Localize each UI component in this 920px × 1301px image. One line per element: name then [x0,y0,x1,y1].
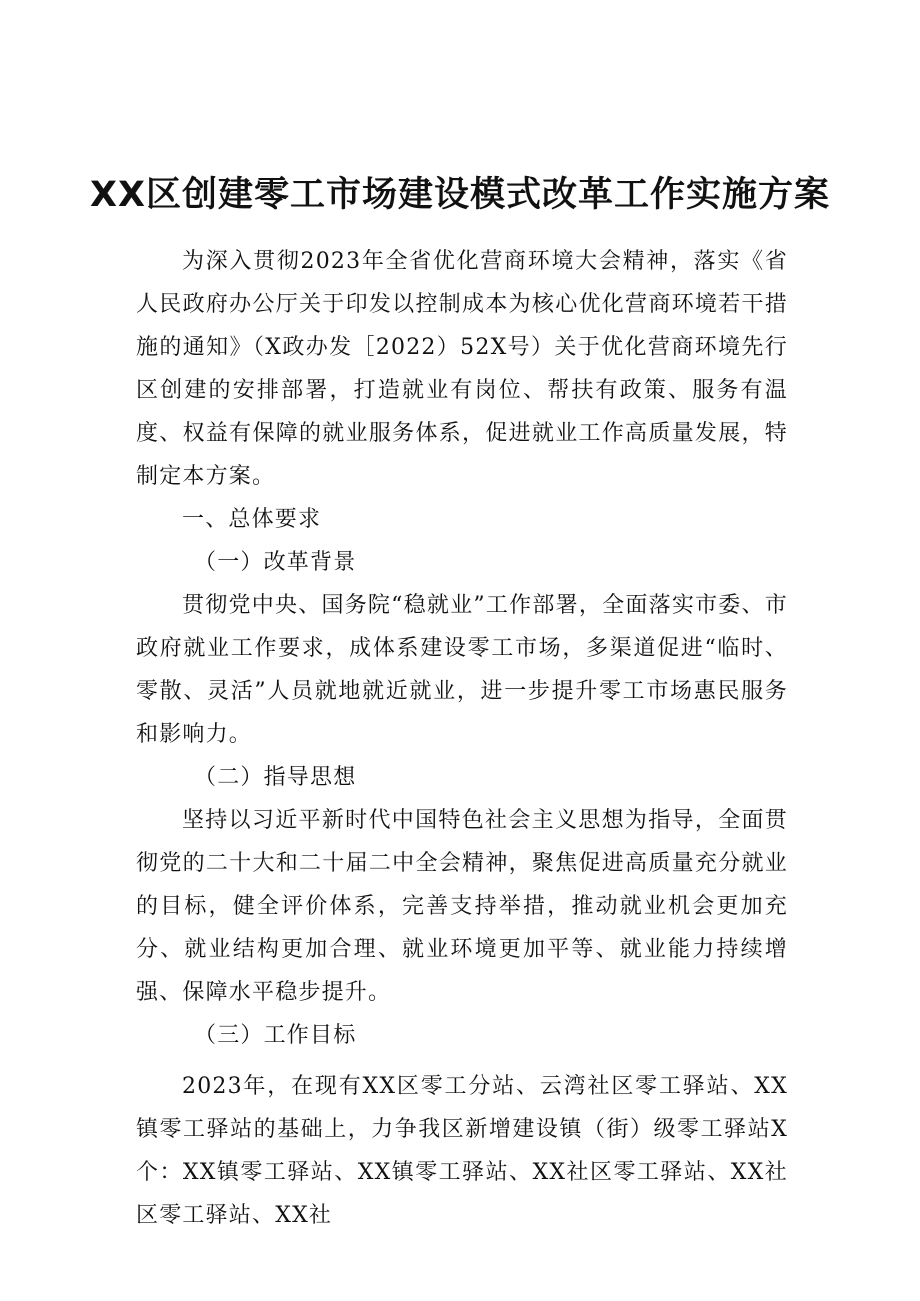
intro-paragraph: 为深入贯彻2023年全省优化营商环境大会精神，落实《省人民政府办公厅关于印发以控制成本为核心优化营商环境若干措施的通知》（X政办发［2022）52X号）关于优化营商环境先行区创建的安排部署，打造就业有岗位、帮扶有政策、服务有温度、权益有保障的就业服务体系，促进就业工作高质量发展，特制定本方案。 [136,249,788,489]
document-body [136,240,788,1237]
subsection-heading-guiding-ideology: （二）指导思想 [194,765,357,790]
work-goals-paragraph: 2023年，在现有XX区零工分站、云湾社区零工驿站、XX镇零工驿站的基础上，力争我区新增建设镇（街）级零工驿站X个：XX镇零工驿站、XX镇零工驿站、XX社区零工驿站、XX社区零工驿站、XX社 [136,1074,788,1228]
reform-background-paragraph: 贯彻党中央、国务院“稳就业”工作部署，全面落实市委、市政府就业工作要求，成体系建设零工市场，多渠道促进“临时、零散、灵活”人员就地就近就业，进一步提升零工市场惠民服务和影响力。 [136,593,788,747]
subsection-heading-reform-background: （一）改革背景 [194,550,357,575]
subsection-heading-work-goals: （三）工作目标 [194,1023,357,1048]
guiding-ideology-paragraph: 坚持以习近平新时代中国特色社会主义思想为指导，全面贯彻党的二十大和二十届二中全会精神，聚焦促进高质量充分就业的目标，健全评价体系，完善支持举措，推动就业机会更加充分、就业结构更加合理、就业环境更加平等、就业能力持续增强、保障水平稳步提升。 [136,808,788,1005]
document-title: XX区创建零工市场建设模式改革工作实施方案 [90,175,830,215]
section-heading-general-requirements: 一、总体要求 [182,507,322,532]
